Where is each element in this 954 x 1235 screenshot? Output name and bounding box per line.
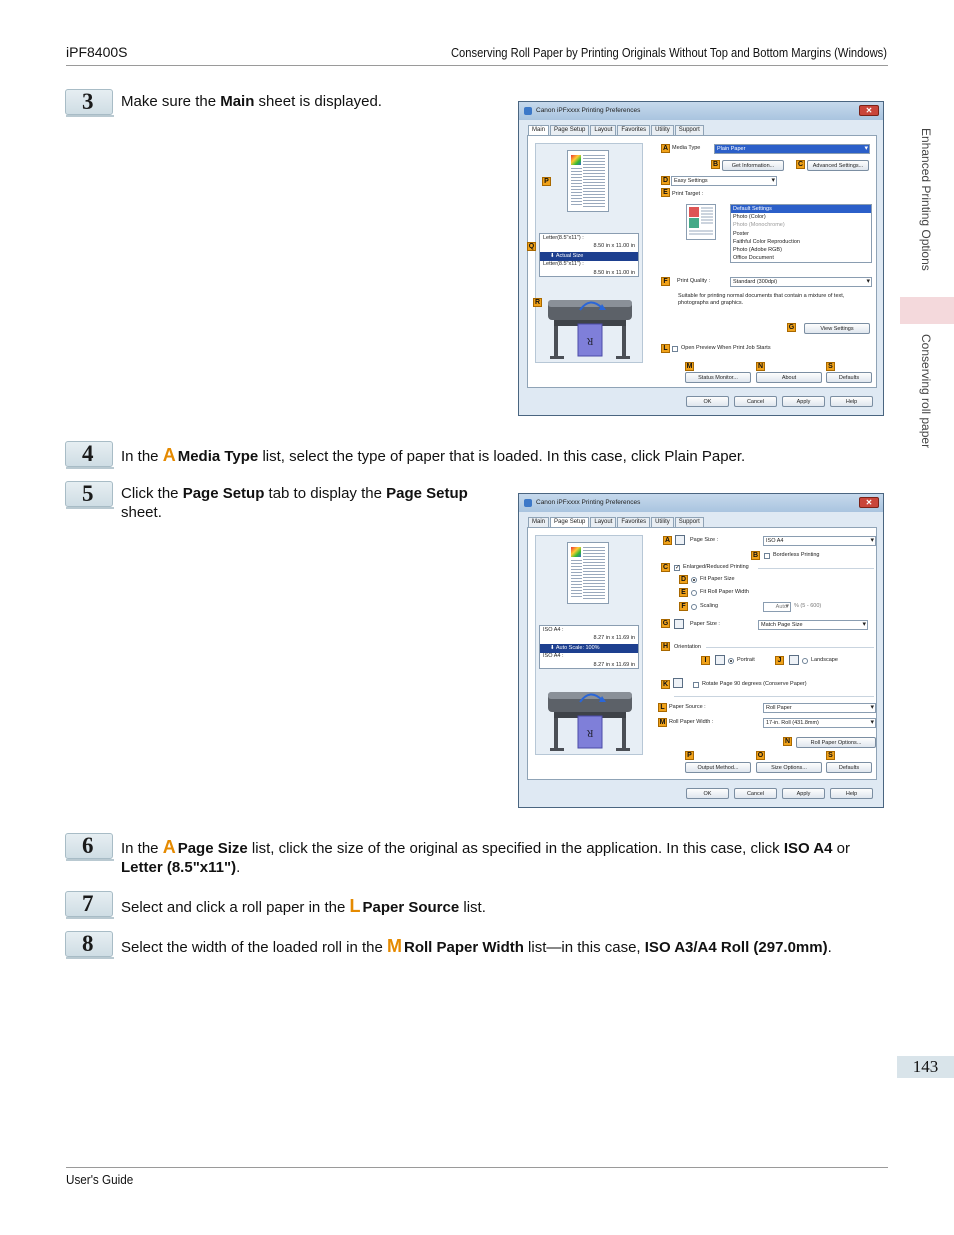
scaling-range-label: % (5 - 600)	[794, 603, 822, 609]
list-item[interactable]: Faithful Color Reproduction	[733, 238, 800, 245]
label-g: G	[788, 324, 795, 331]
scaling-label: Scaling	[700, 603, 719, 609]
tab-page-setup[interactable]: Page Setup	[550, 517, 589, 529]
apply-button[interactable]: Apply	[782, 788, 825, 799]
rotate-page-icon	[673, 678, 683, 688]
tab-support[interactable]: Support	[675, 125, 704, 135]
defaults-button[interactable]: Defaults	[826, 762, 872, 773]
printing-preferences-dialog-main	[518, 101, 884, 416]
advanced-settings-button[interactable]: Advanced Settings...	[807, 160, 869, 171]
preview-panel	[535, 535, 643, 755]
label-m: M	[686, 363, 693, 370]
label-f: F	[679, 602, 688, 611]
step-text: In the A Media Type list, select the type of paper that is loaded. In this case, click Plain Paper.	[121, 445, 746, 465]
label-g: G	[662, 620, 669, 627]
output-method-button[interactable]: Output Method...	[685, 762, 751, 773]
dialog-tabs	[528, 125, 705, 135]
label-q: Q	[528, 243, 535, 250]
step-text: In the A Page Size list, click the size of the original as specified in the application. In this case, click ISO A4 or Letter (8.5"x11").	[121, 837, 850, 876]
print-target-label: Print Target :	[672, 191, 704, 197]
label-d: D	[662, 177, 669, 184]
model-name: iPF8400S	[66, 44, 128, 60]
header-rule	[66, 65, 888, 66]
ref-label: L	[349, 896, 361, 916]
label-s: S	[826, 751, 835, 760]
step-text: Click the Page Setup tab to display the Page Setup sheet.	[121, 485, 468, 521]
label-e: E	[679, 588, 688, 597]
label-r: R	[534, 299, 541, 306]
fit-roll-width-radio[interactable]	[691, 590, 697, 596]
help-button[interactable]: Help	[830, 396, 873, 407]
svg-text:R: R	[586, 727, 594, 738]
printer-illustration-icon	[540, 680, 640, 756]
fit-paper-size-radio[interactable]	[691, 577, 697, 583]
label-p: P	[542, 177, 551, 186]
ref-label: A	[162, 837, 176, 857]
size-summary: Letter(8.5"x11") : 8.50 in x 11.00 in ⬇ Actual Size Letter(8.5"x11") : 8.50 in x 11.00 in	[539, 233, 639, 277]
step-number: 7	[65, 891, 113, 917]
tab-page-setup[interactable]: Page Setup	[550, 125, 589, 135]
media-type-select[interactable]: Plain Paper ▾	[714, 144, 870, 154]
label-a: A	[664, 537, 671, 544]
paper-source-select[interactable]: Roll Paper ▾	[763, 703, 876, 713]
portrait-label: Portrait	[737, 657, 755, 663]
tab-main[interactable]: Main	[528, 517, 549, 527]
size-options-button[interactable]: Size Options...	[756, 762, 822, 773]
print-quality-label: Print Quality :	[677, 278, 711, 284]
label-s: S	[826, 362, 835, 371]
step-number: 4	[65, 441, 113, 467]
dialog-body	[527, 135, 877, 388]
label-k: K	[662, 681, 669, 688]
label-p: P	[685, 751, 694, 760]
ok-button[interactable]: OK	[686, 788, 729, 799]
cancel-button[interactable]: Cancel	[734, 788, 777, 799]
printing-preferences-dialog-page-setup	[518, 493, 884, 808]
easy-settings-select[interactable]: Easy Settings ▾	[671, 176, 777, 186]
label-e: E	[661, 188, 670, 197]
page-number: 143	[897, 1056, 954, 1078]
about-button[interactable]: About	[756, 372, 822, 383]
landscape-icon	[789, 655, 799, 665]
label-i: I	[701, 656, 710, 665]
rotate-page-checkbox[interactable]	[693, 682, 699, 688]
list-item[interactable]: Photo (Monochrome)	[733, 222, 785, 229]
page-preview-thumbnail	[567, 542, 609, 604]
label-j: J	[775, 656, 784, 665]
label-h: H	[662, 643, 669, 650]
defaults-button[interactable]: Defaults	[826, 372, 872, 383]
apply-button[interactable]: Apply	[782, 396, 825, 407]
get-information-button[interactable]: Get Information...	[722, 160, 784, 171]
enlarged-reduced-checkbox[interactable]: ✓	[675, 565, 681, 571]
tab-support[interactable]: Support	[675, 517, 704, 527]
label-a: A	[662, 145, 669, 152]
side-section: Conserving roll paper	[919, 334, 933, 449]
landscape-label: Landscape	[811, 657, 838, 663]
tab-main[interactable]: Main	[528, 125, 549, 137]
side-band	[900, 297, 954, 324]
step-text: Select the width of the loaded roll in the M Roll Paper Width list—in this case, ISO A3/A4 Roll (297.0mm).	[121, 936, 832, 956]
label-n: N	[757, 363, 764, 370]
step-number: 3	[65, 89, 113, 115]
label-c: C	[797, 161, 804, 168]
printer-illustration-icon	[540, 288, 640, 364]
paper-size-icon	[674, 619, 684, 629]
scaling-stepper[interactable]: Auto ▾	[763, 602, 791, 612]
paper-size-label: Paper Size :	[690, 621, 720, 627]
step-text: Select and click a roll paper in the L Paper Source list.	[121, 896, 486, 916]
fit-roll-width-label: Fit Roll Paper Width	[700, 589, 749, 595]
enlarged-reduced-label: Enlarged/Reduced Printing	[683, 564, 749, 570]
print-quality-select[interactable]: Standard (300dpi) ▾	[730, 277, 872, 287]
tab-utility[interactable]: Utility	[651, 517, 674, 527]
rotate-page-label: Rotate Page 90 degrees (Conserve Paper)	[702, 681, 807, 687]
list-item[interactable]: Photo (Adobe RGB)	[733, 247, 782, 254]
preview-panel	[535, 143, 643, 363]
label-l: L	[658, 703, 667, 712]
print-target-list[interactable]	[730, 204, 872, 263]
help-button[interactable]: Help	[830, 788, 873, 799]
size-scale-row: ⬇ Actual Size	[540, 252, 638, 261]
borderless-label: Borderless Printing	[773, 552, 820, 558]
page-preview-thumbnail	[567, 150, 609, 212]
open-preview-checkbox[interactable]	[672, 346, 678, 352]
label-n: N	[784, 738, 791, 745]
scaling-radio[interactable]	[691, 604, 697, 610]
tab-favorites[interactable]: Favorites	[617, 517, 650, 527]
label-b: B	[712, 161, 719, 168]
list-item[interactable]: Poster	[733, 230, 749, 237]
ok-button[interactable]: OK	[686, 396, 729, 407]
list-item[interactable]: Photo (Color)	[733, 214, 766, 221]
paper-source-label: Paper Source :	[669, 704, 706, 710]
tab-utility[interactable]: Utility	[651, 125, 674, 135]
label-d: D	[680, 576, 687, 583]
step-text: Make sure the Main sheet is displayed.	[121, 93, 382, 110]
step-number: 5	[65, 481, 113, 507]
dialog-body	[527, 527, 877, 780]
portrait-icon	[715, 655, 725, 665]
list-item[interactable]: Office Document	[733, 255, 774, 262]
ref-label: M	[387, 936, 403, 956]
borderless-checkbox[interactable]	[764, 553, 770, 559]
step-number: 8	[65, 931, 113, 957]
print-target-description: Suitable for printing normal documents that contain a mixture of text, photographs and graphics.	[678, 293, 845, 306]
roll-paper-width-select[interactable]: 17-in. Roll (431.8mm) ▾	[763, 718, 876, 728]
dialog-title: Canon iPFxxxx Printing Preferences	[519, 494, 883, 512]
paper-size-select[interactable]: Match Page Size ▾	[758, 620, 868, 630]
label-m: M	[659, 719, 666, 726]
page-size-icon	[675, 535, 685, 545]
label-o: O	[757, 752, 764, 759]
roll-paper-options-button[interactable]: Roll Paper Options...	[796, 737, 876, 748]
size-summary: ISO A4 : 8.27 in x 11.69 in ⬇ Auto Scale: 100% ISO A4 : 8.27 in x 11.69 in	[539, 625, 639, 669]
size-scale-row: ⬇ Auto Scale: 100%	[540, 644, 638, 653]
step-number: 6	[65, 833, 113, 859]
tab-layout[interactable]: Layout	[590, 517, 616, 527]
svg-text:R: R	[586, 335, 594, 346]
label-c: C	[662, 564, 669, 571]
close-icon[interactable]: ✕	[859, 105, 879, 116]
fit-paper-size-label: Fit Paper Size	[700, 576, 735, 582]
landscape-radio[interactable]	[802, 658, 808, 664]
footer-rule	[66, 1167, 888, 1168]
tab-layout[interactable]: Layout	[590, 125, 616, 135]
status-monitor-button[interactable]: Status Monitor...	[685, 372, 751, 383]
portrait-radio[interactable]	[728, 658, 734, 664]
orientation-label: Orientation	[674, 644, 701, 650]
side-chapter: Enhanced Printing Options	[919, 128, 933, 271]
dialog-tabs	[528, 517, 705, 527]
cancel-button[interactable]: Cancel	[734, 396, 777, 407]
label-b: B	[752, 552, 759, 559]
list-item[interactable]: Default Settings	[731, 205, 871, 213]
page-size-select[interactable]: ISO A4 ▾	[763, 536, 876, 546]
dialog-title: Canon iPFxxxx Printing Preferences	[519, 102, 883, 120]
page-size-label: Page Size :	[690, 537, 719, 543]
media-type-label: Media Type	[672, 145, 701, 151]
roll-paper-width-label: Roll Paper Width :	[669, 719, 714, 725]
ref-label: A	[162, 445, 176, 465]
print-target-preview-icon	[686, 204, 716, 240]
section-title: Conserving Roll Paper by Printing Originals Without Top and Bottom Margins (Windows)	[450, 45, 887, 60]
view-settings-button[interactable]: View Settings	[804, 323, 870, 334]
label-f: F	[661, 277, 670, 286]
footer-title: User's Guide	[66, 1172, 134, 1187]
open-preview-label: Open Preview When Print Job Starts	[681, 345, 771, 351]
label-l: L	[661, 344, 670, 353]
close-icon[interactable]: ✕	[859, 497, 879, 508]
tab-favorites[interactable]: Favorites	[617, 125, 650, 135]
